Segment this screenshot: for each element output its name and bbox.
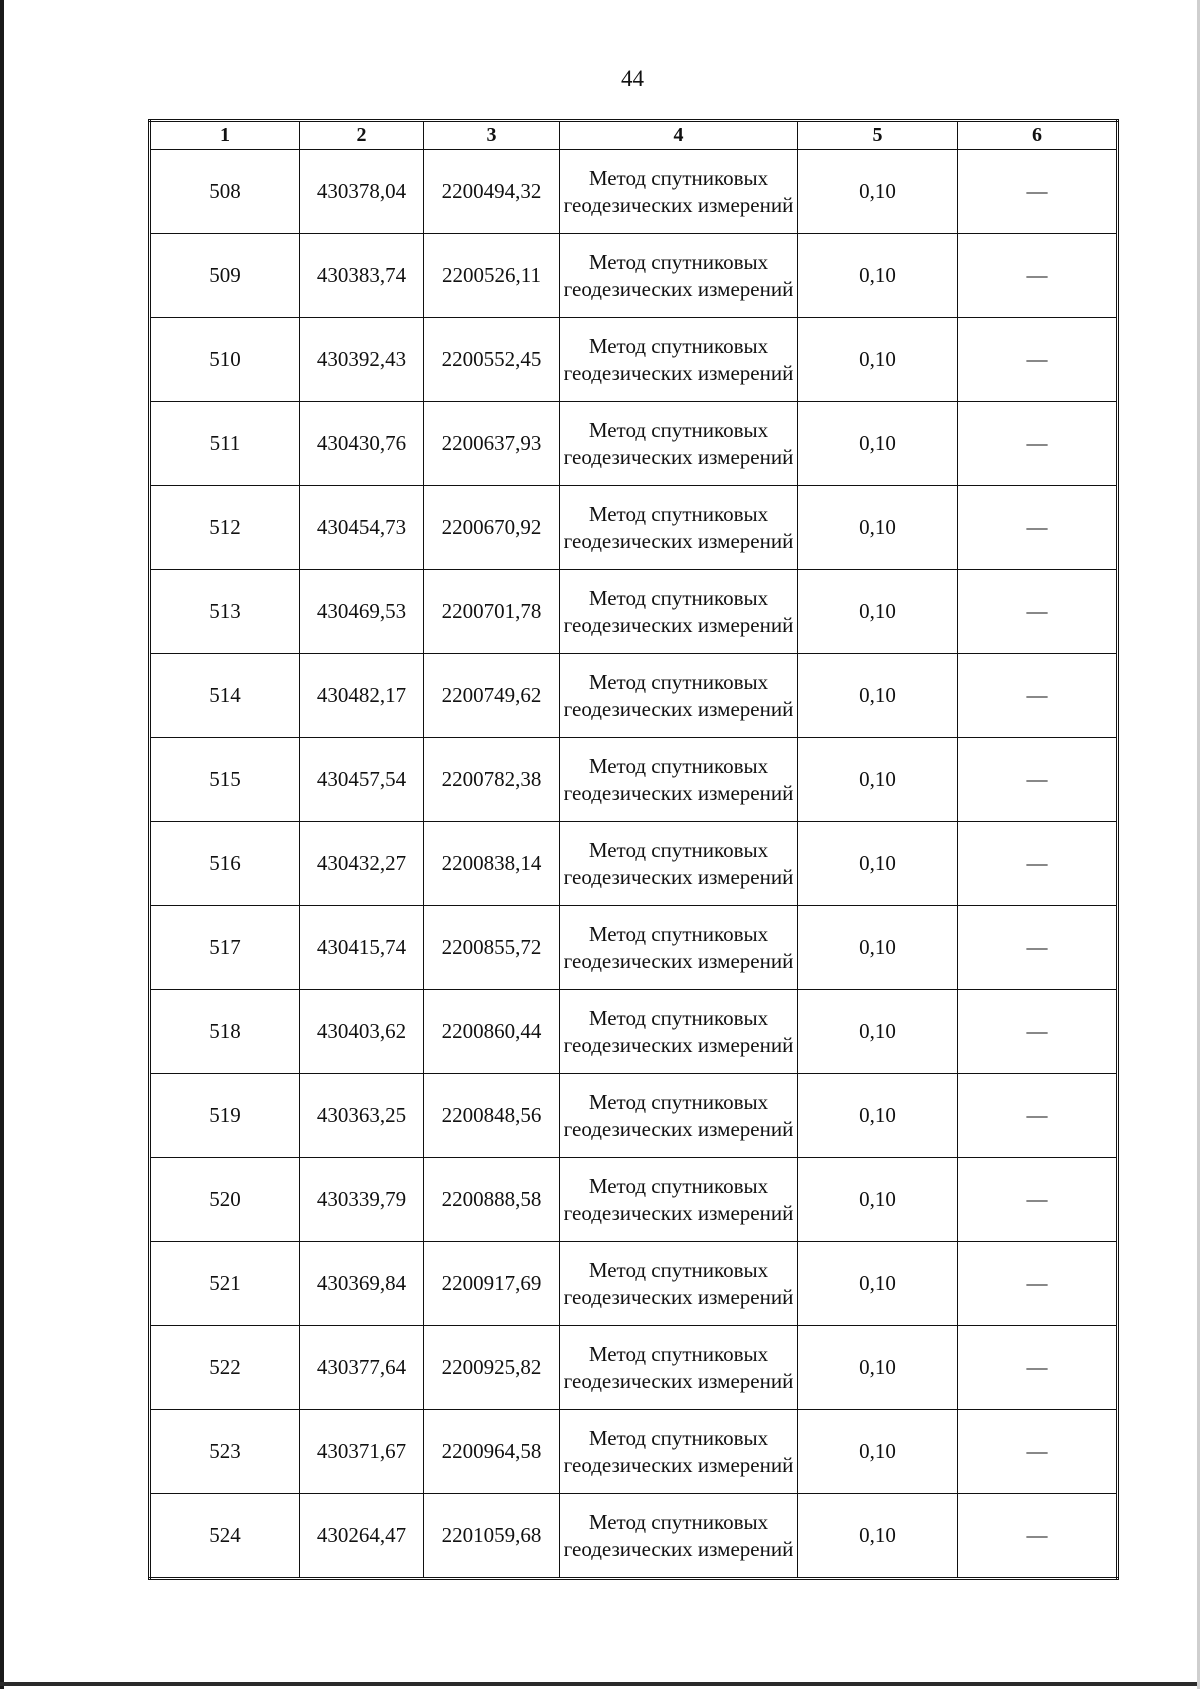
accuracy-cell: 0,10	[798, 1494, 958, 1579]
y-coordinate-cell: 2200526,11	[424, 234, 560, 318]
note-cell: —	[958, 906, 1118, 990]
y-coordinate-cell: 2200637,93	[424, 402, 560, 486]
x-coordinate-cell: 430369,84	[300, 1242, 424, 1326]
coordinates-table-container	[148, 119, 1116, 1580]
accuracy-cell: 0,10	[798, 990, 958, 1074]
column-header-2: 2	[300, 121, 424, 150]
accuracy-cell: 0,10	[798, 1074, 958, 1158]
table-row	[150, 1326, 1118, 1410]
method-cell: Метод спутниковых геодезических измерений	[560, 654, 798, 738]
accuracy-cell: 0,10	[798, 822, 958, 906]
note-cell: —	[958, 1410, 1118, 1494]
note-cell: —	[958, 402, 1118, 486]
x-coordinate-cell: 430363,25	[300, 1074, 424, 1158]
column-header-1: 1	[150, 121, 300, 150]
note-cell: —	[958, 738, 1118, 822]
point-number-cell: 509	[150, 234, 300, 318]
point-number-cell: 524	[150, 1494, 300, 1579]
accuracy-cell: 0,10	[798, 318, 958, 402]
table-row	[150, 1074, 1118, 1158]
note-cell: —	[958, 822, 1118, 906]
y-coordinate-cell: 2200855,72	[424, 906, 560, 990]
y-coordinate-cell: 2200552,45	[424, 318, 560, 402]
x-coordinate-cell: 430415,74	[300, 906, 424, 990]
table-row	[150, 822, 1118, 906]
accuracy-cell: 0,10	[798, 1158, 958, 1242]
table-row	[150, 1242, 1118, 1326]
table-row	[150, 402, 1118, 486]
table-row	[150, 1158, 1118, 1242]
method-cell: Метод спутниковых геодезических измерений	[560, 1494, 798, 1579]
y-coordinate-cell: 2200838,14	[424, 822, 560, 906]
y-coordinate-cell: 2201059,68	[424, 1494, 560, 1579]
x-coordinate-cell: 430432,27	[300, 822, 424, 906]
accuracy-cell: 0,10	[798, 1326, 958, 1410]
y-coordinate-cell: 2200860,44	[424, 990, 560, 1074]
scan-edge-bottom	[0, 1682, 1200, 1686]
x-coordinate-cell: 430430,76	[300, 402, 424, 486]
point-number-cell: 517	[150, 906, 300, 990]
method-cell: Метод спутниковых геодезических измерений	[560, 234, 798, 318]
y-coordinate-cell: 2200964,58	[424, 1410, 560, 1494]
method-cell: Метод спутниковых геодезических измерений	[560, 906, 798, 990]
table-row	[150, 1494, 1118, 1579]
accuracy-cell: 0,10	[798, 1410, 958, 1494]
x-coordinate-cell: 430454,73	[300, 486, 424, 570]
y-coordinate-cell: 2200782,38	[424, 738, 560, 822]
method-cell: Метод спутниковых геодезических измерений	[560, 822, 798, 906]
point-number-cell: 516	[150, 822, 300, 906]
point-number-cell: 513	[150, 570, 300, 654]
accuracy-cell: 0,10	[798, 150, 958, 234]
point-number-cell: 522	[150, 1326, 300, 1410]
column-header-3: 3	[424, 121, 560, 150]
y-coordinate-cell: 2200494,32	[424, 150, 560, 234]
x-coordinate-cell: 430339,79	[300, 1158, 424, 1242]
method-cell: Метод спутниковых геодезических измерений	[560, 150, 798, 234]
x-coordinate-cell: 430469,53	[300, 570, 424, 654]
accuracy-cell: 0,10	[798, 486, 958, 570]
point-number-cell: 518	[150, 990, 300, 1074]
x-coordinate-cell: 430371,67	[300, 1410, 424, 1494]
note-cell: —	[958, 234, 1118, 318]
accuracy-cell: 0,10	[798, 570, 958, 654]
note-cell: —	[958, 990, 1118, 1074]
table-row	[150, 486, 1118, 570]
method-cell: Метод спутниковых геодезических измерений	[560, 1410, 798, 1494]
x-coordinate-cell: 430403,62	[300, 990, 424, 1074]
accuracy-cell: 0,10	[798, 234, 958, 318]
method-cell: Метод спутниковых геодезических измерений	[560, 570, 798, 654]
x-coordinate-cell: 430482,17	[300, 654, 424, 738]
accuracy-cell: 0,10	[798, 906, 958, 990]
table-row	[150, 318, 1118, 402]
x-coordinate-cell: 430378,04	[300, 150, 424, 234]
accuracy-cell: 0,10	[798, 402, 958, 486]
x-coordinate-cell: 430264,47	[300, 1494, 424, 1579]
coordinates-table	[148, 119, 1119, 1580]
y-coordinate-cell: 2200848,56	[424, 1074, 560, 1158]
point-number-cell: 515	[150, 738, 300, 822]
point-number-cell: 512	[150, 486, 300, 570]
column-header-6: 6	[958, 121, 1118, 150]
accuracy-cell: 0,10	[798, 654, 958, 738]
table-row	[150, 234, 1118, 318]
note-cell: —	[958, 1242, 1118, 1326]
note-cell: —	[958, 1326, 1118, 1410]
x-coordinate-cell: 430383,74	[300, 234, 424, 318]
method-cell: Метод спутниковых геодезических измерений	[560, 1242, 798, 1326]
x-coordinate-cell: 430457,54	[300, 738, 424, 822]
column-header-5: 5	[798, 121, 958, 150]
note-cell: —	[958, 150, 1118, 234]
method-cell: Метод спутниковых геодезических измерений	[560, 486, 798, 570]
y-coordinate-cell: 2200917,69	[424, 1242, 560, 1326]
x-coordinate-cell: 430377,64	[300, 1326, 424, 1410]
method-cell: Метод спутниковых геодезических измерений	[560, 318, 798, 402]
table-row	[150, 1410, 1118, 1494]
table-row	[150, 738, 1118, 822]
note-cell: —	[958, 1158, 1118, 1242]
note-cell: —	[958, 486, 1118, 570]
point-number-cell: 508	[150, 150, 300, 234]
scan-edge-left	[0, 0, 4, 1689]
method-cell: Метод спутниковых геодезических измерений	[560, 990, 798, 1074]
table-header-row	[150, 121, 1118, 150]
note-cell: —	[958, 1074, 1118, 1158]
y-coordinate-cell: 2200925,82	[424, 1326, 560, 1410]
note-cell: —	[958, 1494, 1118, 1579]
accuracy-cell: 0,10	[798, 738, 958, 822]
point-number-cell: 520	[150, 1158, 300, 1242]
page-number: 44	[621, 66, 644, 91]
point-number-cell: 523	[150, 1410, 300, 1494]
point-number-cell: 514	[150, 654, 300, 738]
point-number-cell: 511	[150, 402, 300, 486]
method-cell: Метод спутниковых геодезических измерений	[560, 1326, 798, 1410]
table-row	[150, 570, 1118, 654]
note-cell: —	[958, 318, 1118, 402]
column-header-4: 4	[560, 121, 798, 150]
y-coordinate-cell: 2200701,78	[424, 570, 560, 654]
method-cell: Метод спутниковых геодезических измерений	[560, 1074, 798, 1158]
method-cell: Метод спутниковых геодезических измерений	[560, 738, 798, 822]
method-cell: Метод спутниковых геодезических измерений	[560, 1158, 798, 1242]
accuracy-cell: 0,10	[798, 1242, 958, 1326]
point-number-cell: 521	[150, 1242, 300, 1326]
table-row	[150, 906, 1118, 990]
y-coordinate-cell: 2200670,92	[424, 486, 560, 570]
table-body	[150, 150, 1118, 1579]
table-row	[150, 990, 1118, 1074]
x-coordinate-cell: 430392,43	[300, 318, 424, 402]
method-cell: Метод спутниковых геодезических измерений	[560, 402, 798, 486]
table-row	[150, 654, 1118, 738]
point-number-cell: 510	[150, 318, 300, 402]
note-cell: —	[958, 570, 1118, 654]
y-coordinate-cell: 2200749,62	[424, 654, 560, 738]
table-row	[150, 150, 1118, 234]
point-number-cell: 519	[150, 1074, 300, 1158]
note-cell: —	[958, 654, 1118, 738]
y-coordinate-cell: 2200888,58	[424, 1158, 560, 1242]
